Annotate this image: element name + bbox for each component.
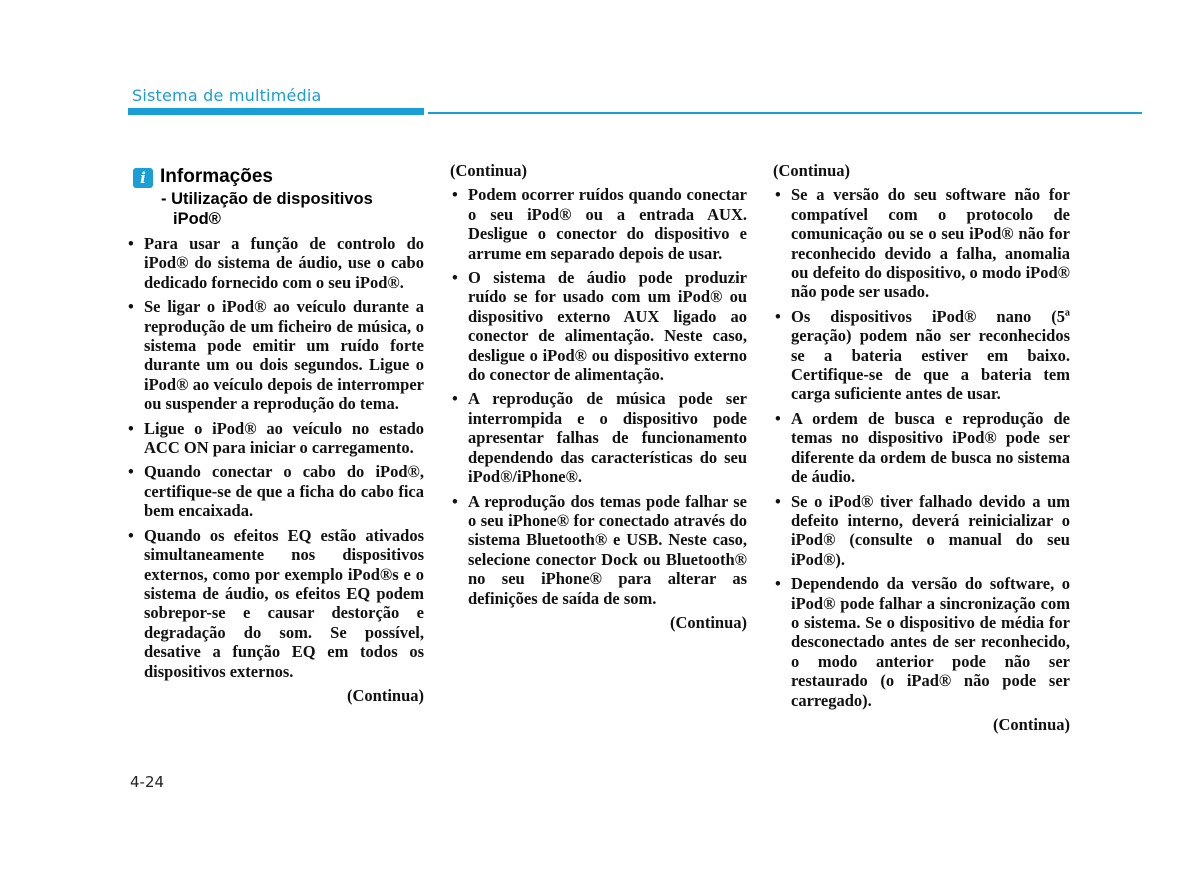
info-subtitle-line1: - Utilização de dispositivos bbox=[161, 190, 373, 208]
info-subtitle-line2: iPod® bbox=[173, 209, 221, 228]
continue-top-label: (Continua) bbox=[450, 161, 528, 180]
list-item: • A reprodução dos temas pode falhar se o seu iPhone® for conectado através do sistema Bluetooth® e USB. Neste caso, selecione conector Dock ou Bluetooth® no seu iPhone® para alterar as definições de saída de som. bbox=[450, 492, 747, 608]
column-1 bbox=[126, 234, 424, 705]
list-item: • A reprodução de música pode ser interrompida e o dispositivo pode apresentar falhas de funcionamento dependendo das características do seu iPod®/iPhone®. bbox=[450, 389, 747, 486]
bullet-list bbox=[126, 234, 424, 681]
list-item: • A ordem de busca e reprodução de temas no dispositivo iPod® pode ser diferente da ordem de busca no sistema de áudio. bbox=[773, 409, 1070, 487]
list-item: • Ligue o iPod® ao veículo no estado ACC ON para iniciar o carregamento. bbox=[126, 419, 424, 458]
info-icon: i bbox=[133, 168, 153, 188]
list-item: • Quando conectar o cabo do iPod®, certifique-se de que a ficha do cabo fica bem encaixada. bbox=[126, 462, 424, 520]
list-item: • Podem ocorrer ruídos quando conectar o seu iPod® ou a entrada AUX. Desligue o conector do dispositivo e arrume em separado depois de usar. bbox=[450, 185, 747, 263]
list-item: • Se o iPod® tiver falhado devido a um defeito interno, deverá reinicializar o iPod® (consulte o manual do seu iPod®). bbox=[773, 492, 1070, 570]
bullet-list bbox=[450, 185, 747, 608]
column-2 bbox=[450, 161, 747, 632]
header-rule-thin bbox=[428, 112, 1142, 114]
continue-label: (Continua) bbox=[992, 714, 1070, 734]
list-item: • Para usar a função de controlo do iPod® do sistema de áudio, use o cabo dedicado fornecido com o seu iPod®. bbox=[126, 234, 424, 292]
info-title: Informações bbox=[160, 166, 273, 187]
bullet-list bbox=[773, 185, 1070, 710]
list-item: • Quando os efeitos EQ estão ativados simultaneamente nos dispositivos externos, como por exemplo iPod®s e o sistema de áudio, os efeitos EQ podem sobrepor-se e causar destorção e degradação do som. Se possível, desative a função EQ em todos os dispositivos externos. bbox=[126, 526, 424, 681]
info-subtitle bbox=[161, 190, 431, 229]
list-item: • Os dispositivos iPod® nano (5ª geração) podem não ser reconhecidos se a bateria estiver em baixo. Certifique-se de que a bateria tem carga suficiente antes de usar. bbox=[773, 307, 1070, 404]
page-number: 4-24 bbox=[130, 773, 165, 791]
continue-label: (Continua) bbox=[669, 612, 747, 632]
continue-top-label: (Continua) bbox=[773, 161, 851, 180]
list-item: • Se a versão do seu software não for compatível com o protocolo de comunicação ou se o seu iPod® não for reconhecido devido a falha, anomalia ou defeito do dispositivo, o modo iPod® não pode ser usado. bbox=[773, 185, 1070, 301]
header-rule-thick bbox=[128, 108, 424, 115]
continue-label: (Continua) bbox=[346, 685, 424, 705]
list-item: • Dependendo da versão do software, o iPod® pode falhar a sincronização com o sistema. Se o dispositivo de média for desconectado antes de ser reconhecido, o modo anterior pode não ser restaurado (o iPad® não pode ser carregado). bbox=[773, 574, 1070, 710]
list-item: • O sistema de áudio pode produzir ruído se for usado com um iPod® ou dispositivo externo AUX ligado ao conector de alimentação. Neste caso, desligue o iPod® ou dispositivo externo do conector de alimentação. bbox=[450, 268, 747, 384]
column-3 bbox=[773, 161, 1070, 734]
list-item: • Se ligar o iPod® ao veículo durante a reprodução de um ficheiro de música, o sistema pode emitir um ruído forte durante um ou dois segundos. Ligue o iPod® ao veículo depois de interromper ou suspender a reprodução do tema. bbox=[126, 297, 424, 413]
section-title: Sistema de multimédia bbox=[132, 86, 322, 105]
